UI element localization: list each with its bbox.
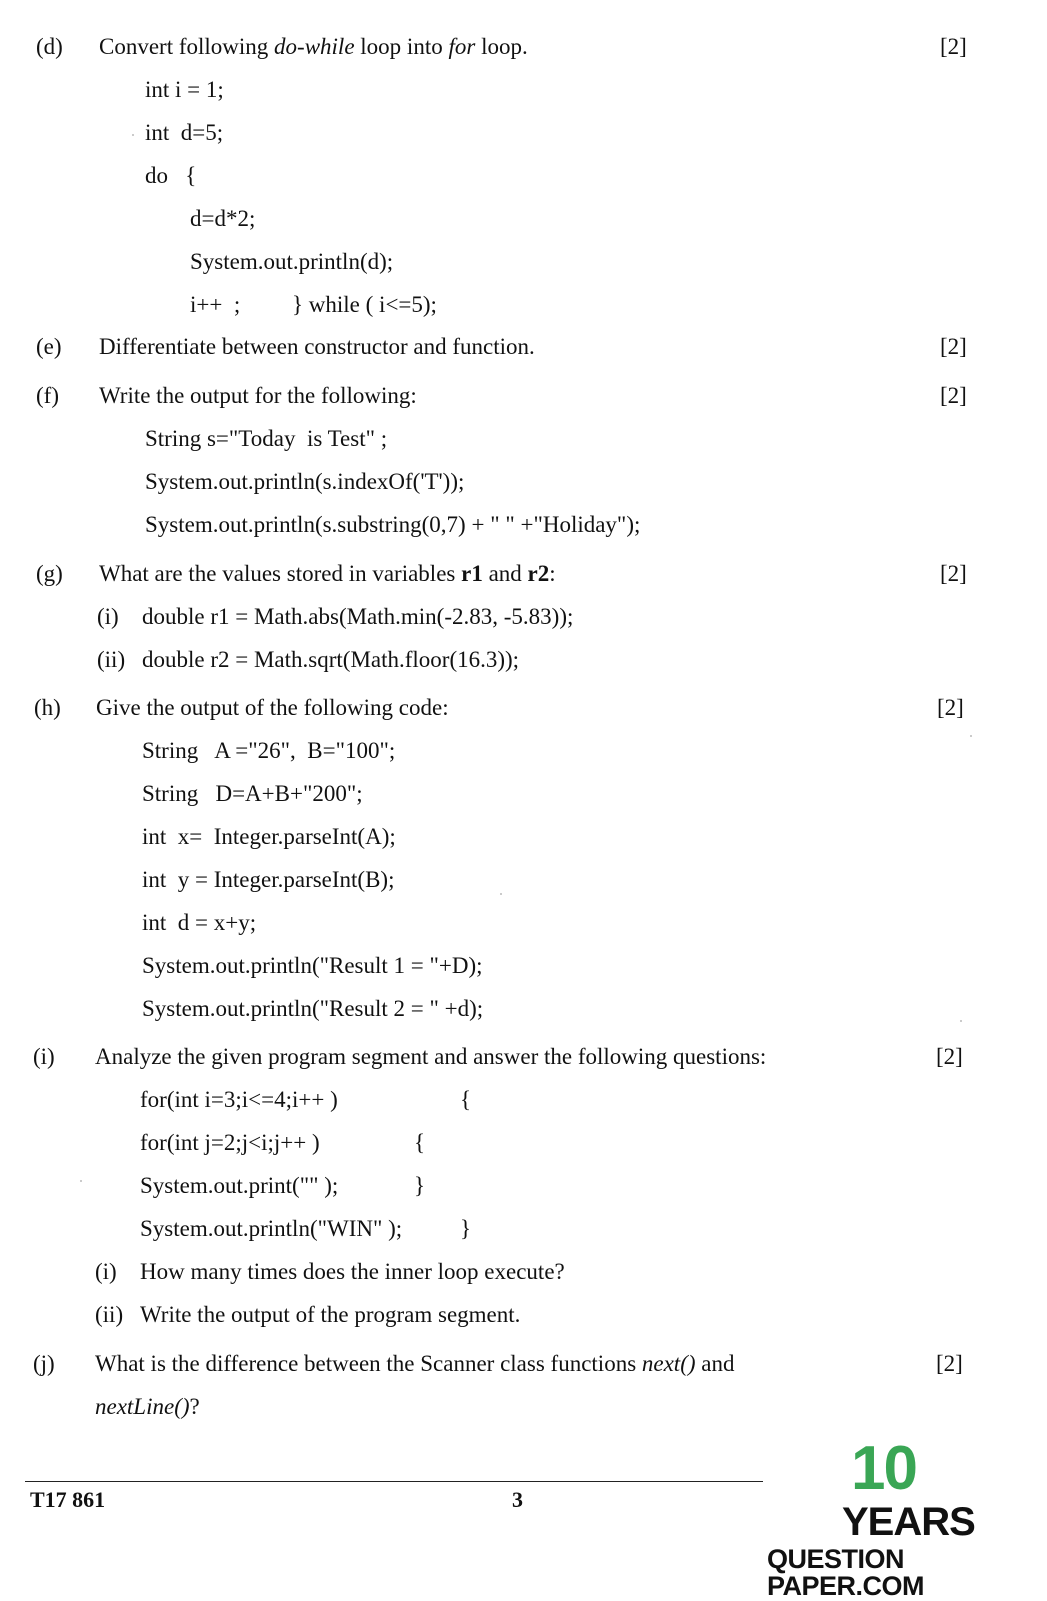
logo-site: QUESTION PAPER.COM <box>767 1544 925 1601</box>
sub-question-label: (ii) <box>95 1302 124 1327</box>
scan-speck <box>500 893 502 895</box>
sub-question-text: double r1 = Math.abs(Math.min(-2.83, -5.83)); <box>142 604 574 629</box>
sub-question-text: How many times does the inner loop execute? <box>140 1259 565 1284</box>
footer-rule <box>25 1481 763 1482</box>
question-e-marks: [2] <box>940 334 967 359</box>
code-line: String A ="26", B="100"; <box>142 738 396 763</box>
code-line: System.out.println("WIN" ); <box>140 1216 403 1241</box>
question-i-label: (i) <box>33 1044 55 1069</box>
question-g-and: and <box>482 561 528 586</box>
question-d-label: (d) <box>36 34 63 59</box>
code-line: String D=A+B+"200"; <box>142 781 363 806</box>
question-j-line1 <box>95 1352 888 1375</box>
code-line: System.out.print("" ); <box>140 1173 339 1198</box>
question-e-label: (e) <box>36 334 62 359</box>
question-d-em2: for <box>448 34 476 59</box>
question-g-prefix: What are the values stored in variables <box>99 561 462 586</box>
paper-code: T17 861 <box>30 1487 106 1512</box>
sub-question-label: (i) <box>97 604 119 629</box>
code-line: } while ( i<=5); <box>292 292 437 317</box>
question-j-marks: [2] <box>936 1351 963 1376</box>
variable-r2: r2 <box>527 561 550 586</box>
code-line: System.out.println(d); <box>190 249 394 274</box>
scan-speck <box>80 1180 82 1182</box>
question-f-label: (f) <box>36 383 59 408</box>
question-d-suffix: loop. <box>475 34 528 59</box>
sub-question-label: (i) <box>95 1259 117 1284</box>
scan-speck <box>960 1020 962 1022</box>
code-line: System.out.println(s.indexOf('T')); <box>145 469 465 494</box>
code-brace: } <box>414 1173 426 1198</box>
code-line: System.out.println("Result 1 = "+D); <box>142 953 483 978</box>
code-brace: { <box>414 1130 426 1155</box>
code-line: do { <box>145 163 197 188</box>
scan-speck <box>132 134 134 136</box>
logo-number: 10 <box>851 1434 916 1503</box>
question-h-text: Give the output of the following code: <box>96 695 449 720</box>
code-brace: { <box>460 1087 472 1112</box>
variable-r1: r1 <box>461 561 483 586</box>
question-j-label: (j) <box>33 1351 55 1376</box>
question-d-em1: do-while <box>274 34 355 59</box>
question-d-text <box>99 35 528 58</box>
code-line: System.out.println(s.substring(0,7) + " " +"Holiday"); <box>145 512 641 537</box>
code-line: for(int i=3;i<=4;i++ ) <box>140 1087 338 1112</box>
question-f-text: Write the output for the following: <box>99 383 417 408</box>
question-j-text: What is the difference between the Scanner class functions <box>95 1351 642 1376</box>
logo-years: YEARS <box>842 1500 975 1544</box>
code-brace: } <box>460 1216 472 1241</box>
code-line: int d=5; <box>145 120 224 145</box>
question-f-marks: [2] <box>940 383 967 408</box>
code-line: i++ ; <box>190 292 241 317</box>
code-line: int y = Integer.parseInt(B); <box>142 867 395 892</box>
question-d-prefix: Convert following <box>99 34 275 59</box>
code-line: String s="Today is Test" ; <box>145 426 388 451</box>
question-h-label: (h) <box>34 695 61 720</box>
question-g-colon: : <box>549 561 556 586</box>
question-e-text: Differentiate between constructor and function. <box>99 334 535 359</box>
question-j-line2 <box>95 1395 200 1418</box>
question-g-label: (g) <box>36 561 63 586</box>
code-line: for(int j=2;j<i;j++ ) <box>140 1130 320 1155</box>
code-line: System.out.println("Result 2 = " +d); <box>142 996 484 1021</box>
method-next: next() <box>641 1351 696 1376</box>
question-i-text: Analyze the given program segment and answer the following questions: <box>95 1044 767 1069</box>
code-line: int i = 1; <box>145 77 224 102</box>
sub-question-text: double r2 = Math.sqrt(Math.floor(16.3)); <box>142 647 520 672</box>
page-number: 3 <box>512 1487 523 1512</box>
question-j-and: and <box>695 1351 735 1376</box>
method-nextline: nextLine() <box>95 1394 190 1419</box>
sub-question-text: Write the output of the program segment. <box>140 1302 521 1327</box>
question-d-marks: [2] <box>940 34 967 59</box>
code-line: int x= Integer.parseInt(A); <box>142 824 396 849</box>
question-h-marks: [2] <box>937 695 964 720</box>
question-j-qmark: ? <box>189 1394 200 1419</box>
sub-question-label: (ii) <box>97 647 126 672</box>
question-g-text <box>99 562 556 585</box>
code-line: d=d*2; <box>190 206 256 231</box>
scan-speck <box>970 735 972 737</box>
question-g-marks: [2] <box>940 561 967 586</box>
question-i-marks: [2] <box>936 1044 963 1069</box>
question-d-middle: loop into <box>354 34 449 59</box>
code-line: int d = x+y; <box>142 910 257 935</box>
